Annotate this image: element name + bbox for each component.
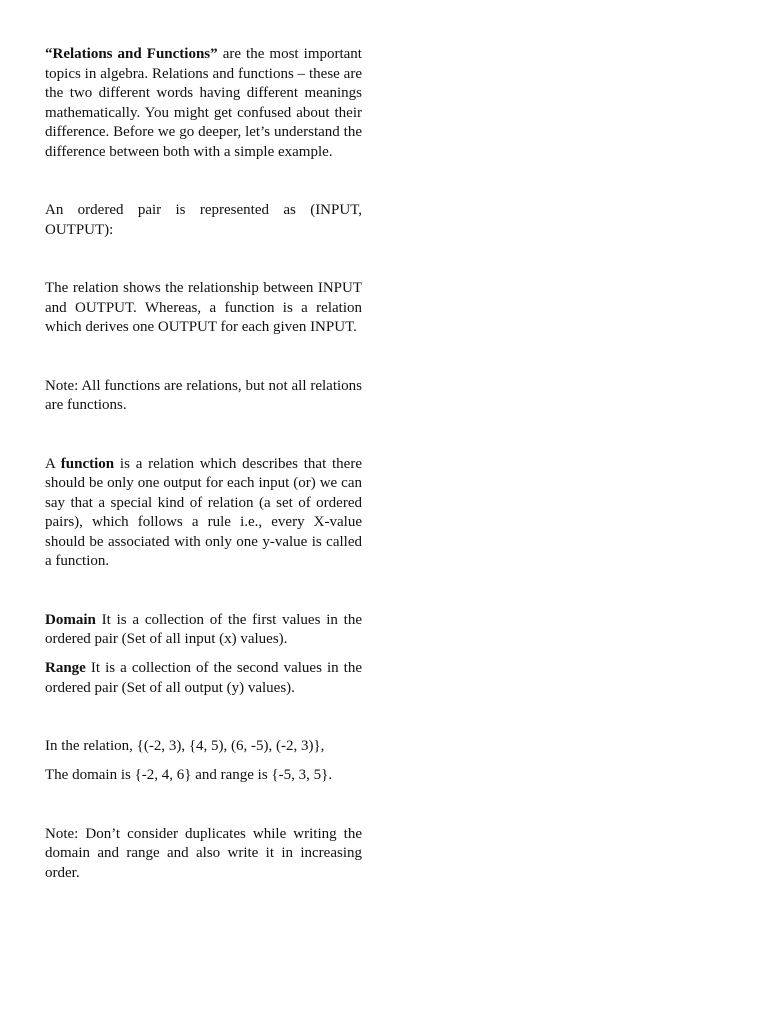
example-relation-paragraph: In the relation, {(-2, 3), {4, 5), (6, -5), (-2, 3)}, [45,738,325,754]
function-text: is a relation which describes that there should be only one output for each input (or) we can say that a special kind of relation (a set of ordered pairs), which follows a rule i.e., every X-value should be associated with only one y-value is called a function. [45,455,362,569]
domain-bold-term: Domain [45,611,96,628]
range-definition-paragraph [45,659,362,698]
intro-text: are the most important topics in algebra. Relations and functions – these are the two different words having different meanings mathematically. You might get confused about their difference. Before we go deeper, let’s understand the difference between both with a simple example. [45,46,362,160]
function-definition-paragraph [45,455,362,572]
range-bold-term: Range [45,660,86,676]
range-text: It is a collection of the second values in the ordered pair (Set of all output (y) values). [45,660,362,696]
function-prefix: A [45,455,61,472]
domain-text: It is a collection of the first values in the ordered pair (Set of all input (x) values). [45,611,362,647]
intro-bold-term: “Relations and Functions” [45,46,218,62]
relation-vs-function-paragraph: The relation shows the relationship between INPUT and OUTPUT. Whereas, a function is a relation which derives one OUTPUT for each given INPUT. [45,280,362,335]
intro-paragraph [45,45,362,162]
domain-definition-paragraph [45,611,362,650]
note-duplicates-paragraph: Note: Don’t consider duplicates while writing the domain and range and also write it in increasing order. [45,825,362,881]
note-functions-paragraph: Note: All functions are relations, but not all relations are functions. [45,377,362,413]
document-body [45,45,362,883]
ordered-pair-paragraph: An ordered pair is represented as (INPUT, OUTPUT): [45,202,362,238]
example-result-paragraph: The domain is {-2, 4, 6} and range is {-5, 3, 5}. [45,767,333,783]
function-bold-term: function [60,455,115,472]
